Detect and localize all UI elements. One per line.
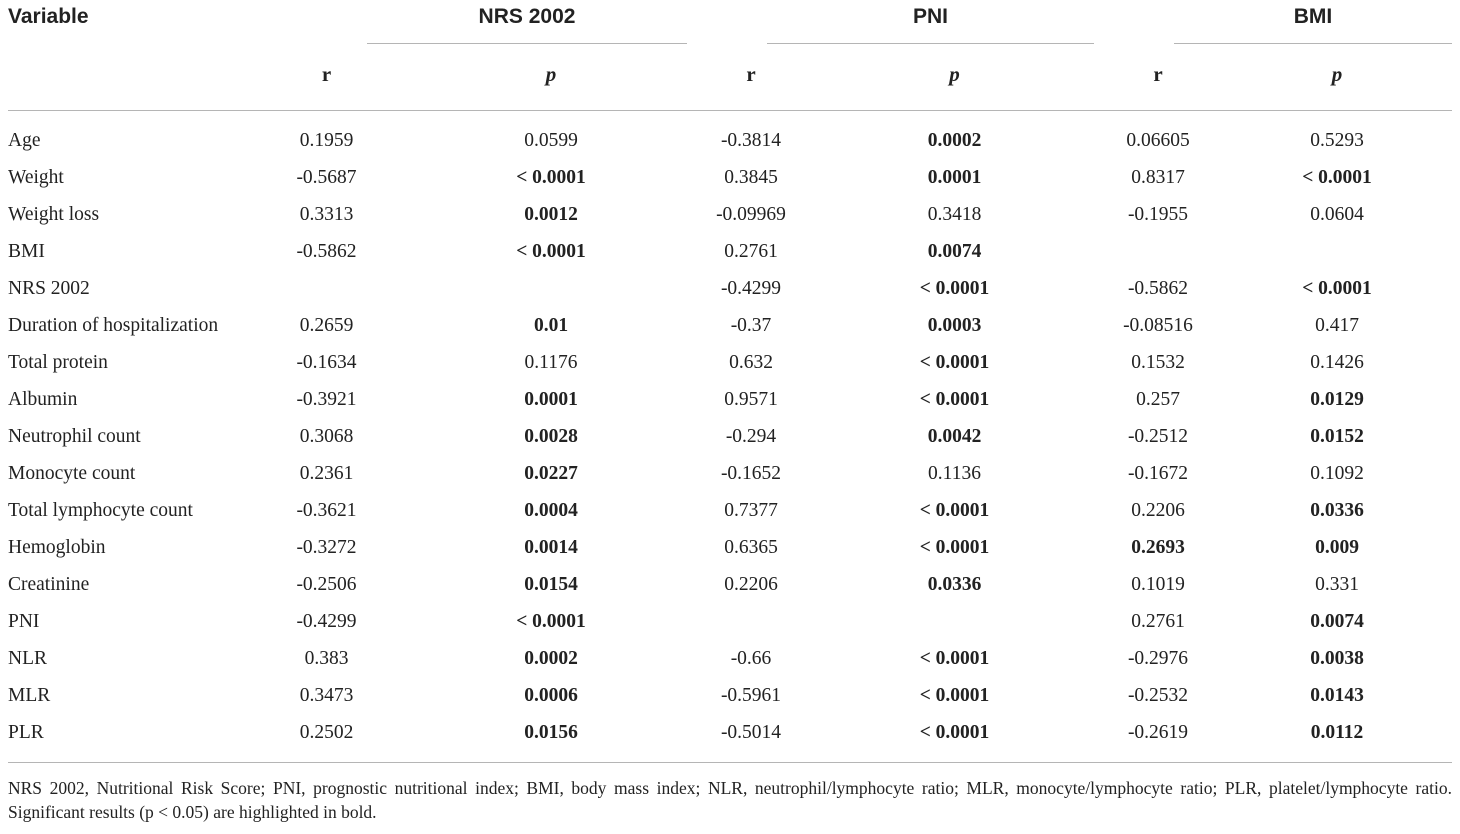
nrs2002-r-cell [238,271,415,308]
nrs2002-group-header: NRS 2002 [367,0,687,44]
bmi-p-cell: 0.0129 [1310,389,1364,410]
bmi-p-cell: 0.1092 [1310,463,1364,484]
bmi-r-cell: -0.2619 [1127,722,1189,743]
nrs2002-r-cell: -0.4299 [296,611,357,632]
pni-r-cell: -0.1652 [720,463,782,484]
nrs2002-p-cell: 0.0014 [524,537,578,558]
table-row [8,271,1452,308]
bmi-p-cell: 0.417 [1315,315,1359,336]
table-row [8,456,1452,493]
bmi-r-cell: 0.2693 [1131,537,1185,558]
table-row [8,234,1452,271]
table-row [8,493,1452,530]
pni-r-cell: 0.2761 [724,241,778,262]
nrs2002-r-cell: -0.3621 [296,500,357,521]
pni-p-cell: 0.0336 [927,574,982,595]
pni-r-cell: 0.632 [729,352,773,373]
nrs2002-r-cell: 0.1959 [299,130,354,151]
pni-r-cell: -0.294 [725,426,777,447]
pni-p-cell: 0.0003 [927,315,982,336]
nrs2002-p-cell: 0.0227 [524,463,578,484]
bmi-p-cell: 0.1426 [1310,352,1364,373]
pni-p-cell [815,604,1094,641]
bmi-r-cell: -0.5862 [1127,278,1189,299]
nrs2002-r-cell: 0.2361 [299,463,354,484]
bmi-r-cell: 0.257 [1136,389,1180,410]
nrs2002-r-cell: -0.3272 [296,537,357,558]
nrs2002-p-cell: 0.0156 [524,722,578,743]
nrs2002-p-cell: 0.0012 [524,204,578,225]
nrs2002-r-cell: 0.3068 [299,426,354,447]
pni-group-header: PNI [767,0,1094,44]
pni-r-cell: -0.5961 [720,685,782,706]
table-row [8,678,1452,715]
pni-p-cell: 0.1136 [928,463,981,484]
bmi-p-cell: 0.331 [1315,574,1359,595]
row-label: Duration of hospitalization [8,315,219,336]
nrs2002-r-cell: 0.3313 [299,204,354,225]
bmi-p-cell: 0.0604 [1310,204,1364,225]
bmi-r-cell: -0.2976 [1127,648,1189,669]
table-row [8,197,1452,234]
nrs2002-r-cell: -0.5687 [296,167,357,188]
table-row [8,345,1452,382]
nrs2002-p-cell: 0.0006 [524,685,578,706]
bmi-p-cell: 0.5293 [1310,130,1364,151]
pni-r-cell: 0.3845 [724,167,778,188]
pni-p-cell: < 0.0001 [919,500,990,521]
bmi-p-cell: < 0.0001 [1302,278,1372,299]
bmi-p-cell: 0.0143 [1310,685,1364,706]
row-label: NLR [8,648,47,669]
nrs2002-r-cell: 0.3473 [299,685,354,706]
row-label: MLR [8,685,51,706]
bmi-r-cell: -0.1672 [1127,463,1189,484]
subheader-row [8,44,1452,110]
row-label: Total protein [8,352,108,373]
pni-r-cell: -0.3814 [720,130,782,151]
bmi-r-cell: 0.1019 [1131,574,1185,595]
bmi-p-cell: 0.0336 [1310,500,1364,521]
row-label: Albumin [8,389,78,410]
row-label: Hemoglobin [8,537,106,558]
bmi-r-cell [1094,234,1222,271]
bmi-p-cell [1222,234,1452,271]
nrs2002-p-cell: 0.0004 [524,500,578,521]
table-bottom-rule [8,752,1452,763]
nrs2002-p-cell: < 0.0001 [516,167,586,188]
pni-r-cell: -0.66 [730,648,772,669]
pni-p-header: p [815,44,1094,110]
pni-p-cell: < 0.0001 [919,722,990,743]
row-label: Age [8,130,41,151]
nrs2002-r-header: r [238,44,415,110]
row-label: Monocyte count [8,463,136,484]
nrs2002-r-cell: 0.2502 [299,722,354,743]
pni-r-cell: -0.09969 [716,204,786,225]
row-label: Creatinine [8,574,90,595]
table-row [8,123,1452,160]
bmi-r-cell: 0.8317 [1131,167,1185,188]
nrs2002-p-cell: 0.01 [533,315,569,336]
bmi-r-cell: 0.2761 [1131,611,1185,632]
nrs2002-r-cell: 0.383 [304,648,349,669]
variable-header: Variable [8,5,89,28]
pni-r-cell: -0.5014 [720,722,782,743]
pni-r-cell: -0.4299 [720,278,782,299]
group-header-row [8,0,1452,44]
bmi-r-cell: 0.1532 [1131,352,1185,373]
table-row [8,567,1452,604]
row-label: PNI [8,611,40,632]
pni-p-cell: 0.0001 [927,167,982,188]
pni-p-cell: < 0.0001 [919,685,990,706]
nrs2002-r-cell: -0.2506 [296,574,357,595]
table-row [8,530,1452,567]
row-label: PLR [8,722,44,743]
bmi-p-header: p [1222,44,1452,110]
nrs2002-p-cell: < 0.0001 [516,611,586,632]
nrs2002-r-cell: 0.2659 [299,315,354,336]
nrs2002-p-cell: 0.0599 [524,130,578,151]
table-row [8,160,1452,197]
bmi-p-cell: 0.009 [1315,537,1359,558]
pni-p-cell: < 0.0001 [919,537,990,558]
pni-r-cell: -0.37 [730,315,772,336]
nrs2002-p-cell: 0.0154 [524,574,578,595]
pni-p-cell: 0.0042 [927,426,982,447]
bmi-p-cell: 0.0038 [1310,648,1364,669]
nrs2002-r-cell: -0.1634 [296,352,357,373]
row-label: Neutrophil count [8,426,141,447]
pni-p-cell: < 0.0001 [919,389,990,410]
bmi-r-header: r [1094,44,1222,110]
nrs2002-p-cell: 0.1176 [524,352,578,373]
table-row [8,641,1452,678]
bmi-group-header: BMI [1174,0,1452,44]
table-row [8,382,1452,419]
bmi-r-cell: -0.1955 [1127,204,1189,225]
nrs2002-p-cell: 0.0001 [524,389,578,410]
bmi-r-cell: 0.2206 [1131,500,1185,521]
nrs2002-r-cell: -0.3921 [296,389,357,410]
pni-r-header: r [687,44,815,110]
pni-p-cell: 0.0002 [927,130,982,151]
pni-p-cell: 0.3418 [927,204,982,225]
table-row [8,715,1452,752]
pni-r-cell: 0.7377 [724,500,778,521]
pni-p-cell: 0.0074 [927,241,982,262]
table-row [8,308,1452,345]
table-row [8,419,1452,456]
bmi-r-cell: -0.08516 [1123,315,1193,336]
row-label: NRS 2002 [8,278,90,299]
row-label: Weight [8,167,64,188]
row-label: Total lymphocyte count [8,500,193,521]
correlation-table [8,0,1452,763]
pni-r-cell [687,604,815,641]
nrs2002-p-cell [415,271,687,308]
bmi-r-cell: 0.06605 [1126,130,1190,151]
table-row [8,604,1452,641]
pni-p-cell: < 0.0001 [919,352,990,373]
nrs2002-r-cell: -0.5862 [296,241,357,262]
nrs2002-p-cell: 0.0028 [524,426,578,447]
nrs2002-p-cell: 0.0002 [524,648,578,669]
pni-r-cell: 0.9571 [724,389,778,410]
bmi-p-cell: 0.0112 [1310,722,1364,743]
pni-r-cell: 0.6365 [724,537,778,558]
pni-p-cell: < 0.0001 [919,278,990,299]
bmi-r-cell: -0.2512 [1127,426,1189,447]
pni-r-cell: 0.2206 [724,574,778,595]
nrs2002-p-header: p [415,44,687,110]
pni-p-cell: < 0.0001 [919,648,990,669]
correlation-table-container [8,0,1452,763]
bmi-p-cell: 0.0152 [1310,426,1364,447]
row-label: BMI [8,241,45,262]
nrs2002-p-cell: < 0.0001 [516,241,586,262]
bmi-r-cell: -0.2532 [1127,685,1189,706]
bmi-p-cell: 0.0074 [1310,611,1364,632]
table-footnote: NRS 2002, Nutritional Risk Score; PNI, prognostic nutritional index; BMI, body mass index; NLR, neutrophil/lymphocyte ratio; MLR, monocyte/lymphocyte ratio; PLR, platelet/lymphocyte ratio. Significant results (p < 0.05) are highlighted in bold. [8,778,1452,822]
bmi-p-cell: < 0.0001 [1302,167,1372,188]
row-label: Weight loss [8,204,100,225]
